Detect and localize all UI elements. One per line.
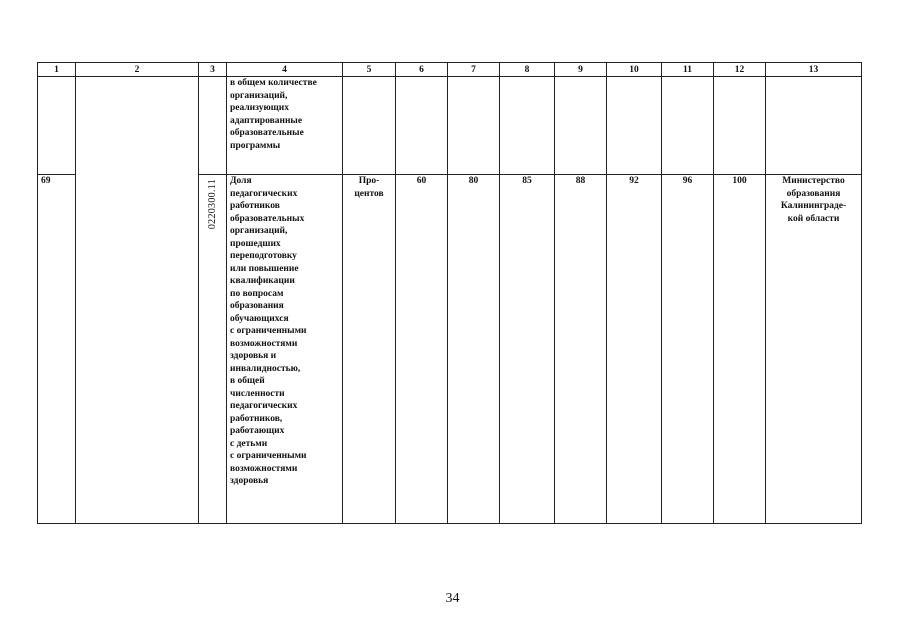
page-number: 34 — [445, 591, 460, 606]
value-cell — [448, 77, 500, 175]
value-cell — [662, 77, 714, 175]
value-cell: 100 — [714, 175, 766, 524]
indicator-code: 0220300.11 — [207, 179, 218, 230]
indicator-cell: Доля педагогических работников образовательных организаций, прошедших переподготовку или повышение квалификации по вопросам образования обучающихся с ограниченными возможностями здоровья и инвалидностью, в общей численности педагогических работников, работающих с детьми с ограниченными возможностями здоровья — [227, 175, 343, 524]
responsible-cell: Министерство образования Калининграде- кой области — [766, 175, 862, 524]
unit-cell — [343, 77, 396, 175]
column-number: 8 — [500, 63, 555, 77]
value-cell: 85 — [500, 175, 555, 524]
unit-cell: Про- центов — [343, 175, 396, 524]
indicator-cell: в общем количестве организаций, реализующих адаптированные образовательные программы — [227, 77, 343, 175]
value-cell — [396, 77, 448, 175]
column-number: 9 — [555, 63, 607, 77]
column-number: 6 — [396, 63, 448, 77]
section-cell — [76, 77, 199, 524]
code-cell — [199, 77, 227, 175]
column-number: 3 — [199, 63, 227, 77]
value-cell: 88 — [555, 175, 607, 524]
column-number: 13 — [766, 63, 862, 77]
column-number: 2 — [76, 63, 199, 77]
value-cell — [500, 77, 555, 175]
column-number: 1 — [38, 63, 76, 77]
responsible-cell — [766, 77, 862, 175]
table-row — [38, 77, 862, 175]
value-cell — [555, 77, 607, 175]
column-number: 10 — [607, 63, 662, 77]
code-cell — [199, 175, 227, 524]
column-number: 5 — [343, 63, 396, 77]
row-number-cell: 69 — [38, 175, 76, 524]
column-number: 7 — [448, 63, 500, 77]
value-cell — [607, 77, 662, 175]
value-cell: 60 — [396, 175, 448, 524]
value-cell: 96 — [662, 175, 714, 524]
row-number-cell — [38, 77, 76, 175]
value-cell — [714, 77, 766, 175]
value-cell: 92 — [607, 175, 662, 524]
column-number: 11 — [662, 63, 714, 77]
column-number-row — [38, 63, 862, 77]
value-cell: 80 — [448, 175, 500, 524]
indicators-table — [37, 62, 862, 524]
column-number: 4 — [227, 63, 343, 77]
column-number: 12 — [714, 63, 766, 77]
